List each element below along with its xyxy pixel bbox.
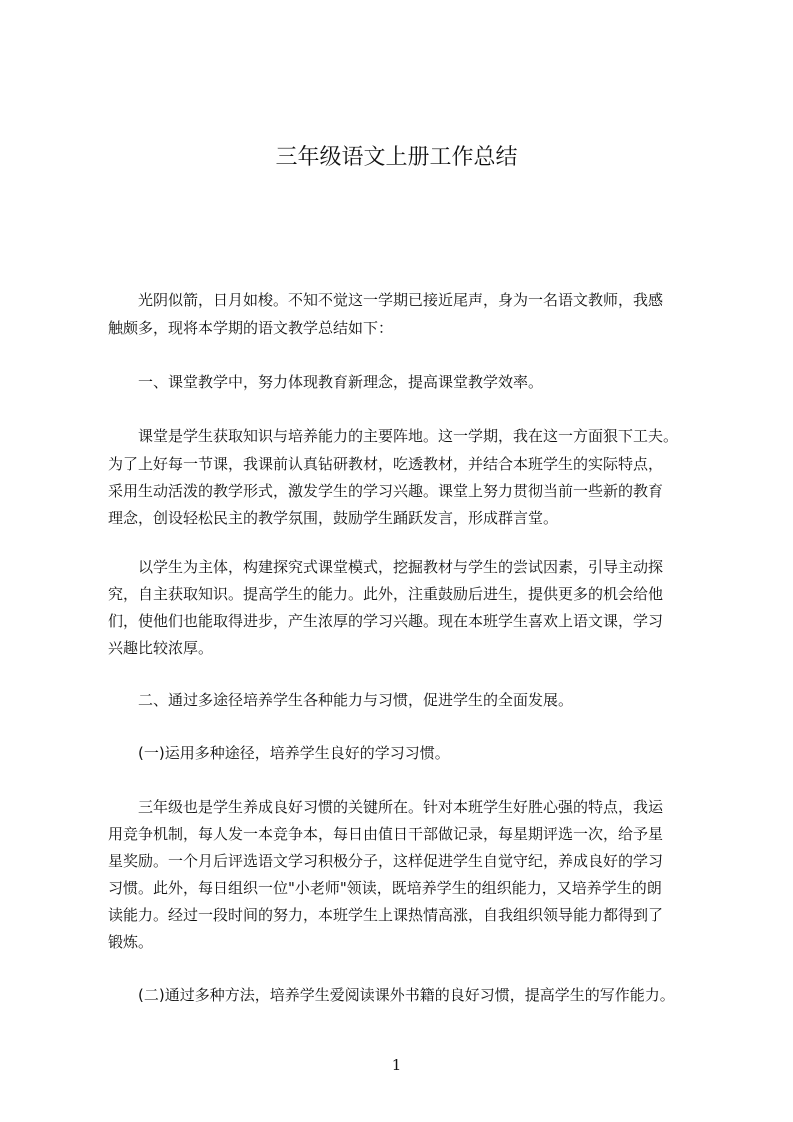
paragraph-line: 用竞争机制，每人发一本竞争本，每日由值日干部做记录，每星期评选一次，给予星 [108, 825, 664, 843]
subsection-heading: (二)通过多种方法，培养学生爱阅读课外书籍的良好习惯，提高学生的写作能力。 [138, 986, 675, 1004]
paragraph-line: 兴趣比较浓厚。 [108, 639, 214, 657]
subsection-heading: (一)运用多种途径，培养学生良好的学习习惯。 [138, 744, 450, 762]
paragraph-line: 究，自主获取知识。提高学生的能力。此外，注重鼓励后进生，提供更多的机会给他 [108, 585, 664, 603]
paragraph-line: 采用生动活泼的教学形式，激发学生的学习兴趣。课堂上努力贯彻当前一些新的教育 [108, 482, 664, 500]
paragraph-line: 锻炼。 [108, 933, 154, 951]
page-number: 1 [391, 1056, 402, 1074]
paragraph-line: 光阴似箭，日月如梭。不知不觉这一学期已接近尾声，身为一名语文教师，我感 [138, 291, 664, 309]
paragraph-line: 三年级也是学生养成良好习惯的关键所在。针对本班学生好胜心强的特点，我运 [138, 798, 664, 816]
paragraph-line: 习惯。此外，每日组织一位"小老师"领读，既培养学生的组织能力，又培养学生的朗 [108, 879, 662, 897]
paragraph-line: 以学生为主体，构建探究式课堂模式，挖掘教材与学生的尝试因素，引导主动探 [138, 558, 664, 576]
paragraph-line: 星奖励。一个月后评选语文学习积极分子，这样促进学生自觉守纪，养成良好的学习 [108, 852, 664, 870]
paragraph-line: 课堂是学生获取知识与培养能力的主要阵地。这一学期，我在这一方面狠下工夫。 [138, 427, 679, 445]
section-heading: 一、课堂教学中，努力体现教育新理念，提高课堂教学效率。 [138, 373, 544, 391]
paragraph-line: 触颇多，现将本学期的语文教学总结如下： [108, 319, 394, 337]
paragraph-line: 们，使他们也能取得进步，产生浓厚的学习兴趣。现在本班学生喜欢上语文课，学习 [108, 612, 664, 630]
paragraph-line: 为了上好每一节课，我课前认真钻研教材，吃透教材，并结合本班学生的实际特点， [108, 455, 664, 473]
paragraph-line: 理念，创设轻松民主的教学氛围，鼓励学生踊跃发言，形成群言堂。 [108, 509, 559, 527]
document-title: 三年级语文上册工作总结 [275, 145, 518, 170]
paragraph-line: 读能力。经过一段时间的努力，本班学生上课热情高涨，自我组织领导能力都得到了 [108, 906, 664, 924]
section-heading: 二、通过多途径培养学生各种能力与习惯，促进学生的全面发展。 [138, 691, 574, 709]
